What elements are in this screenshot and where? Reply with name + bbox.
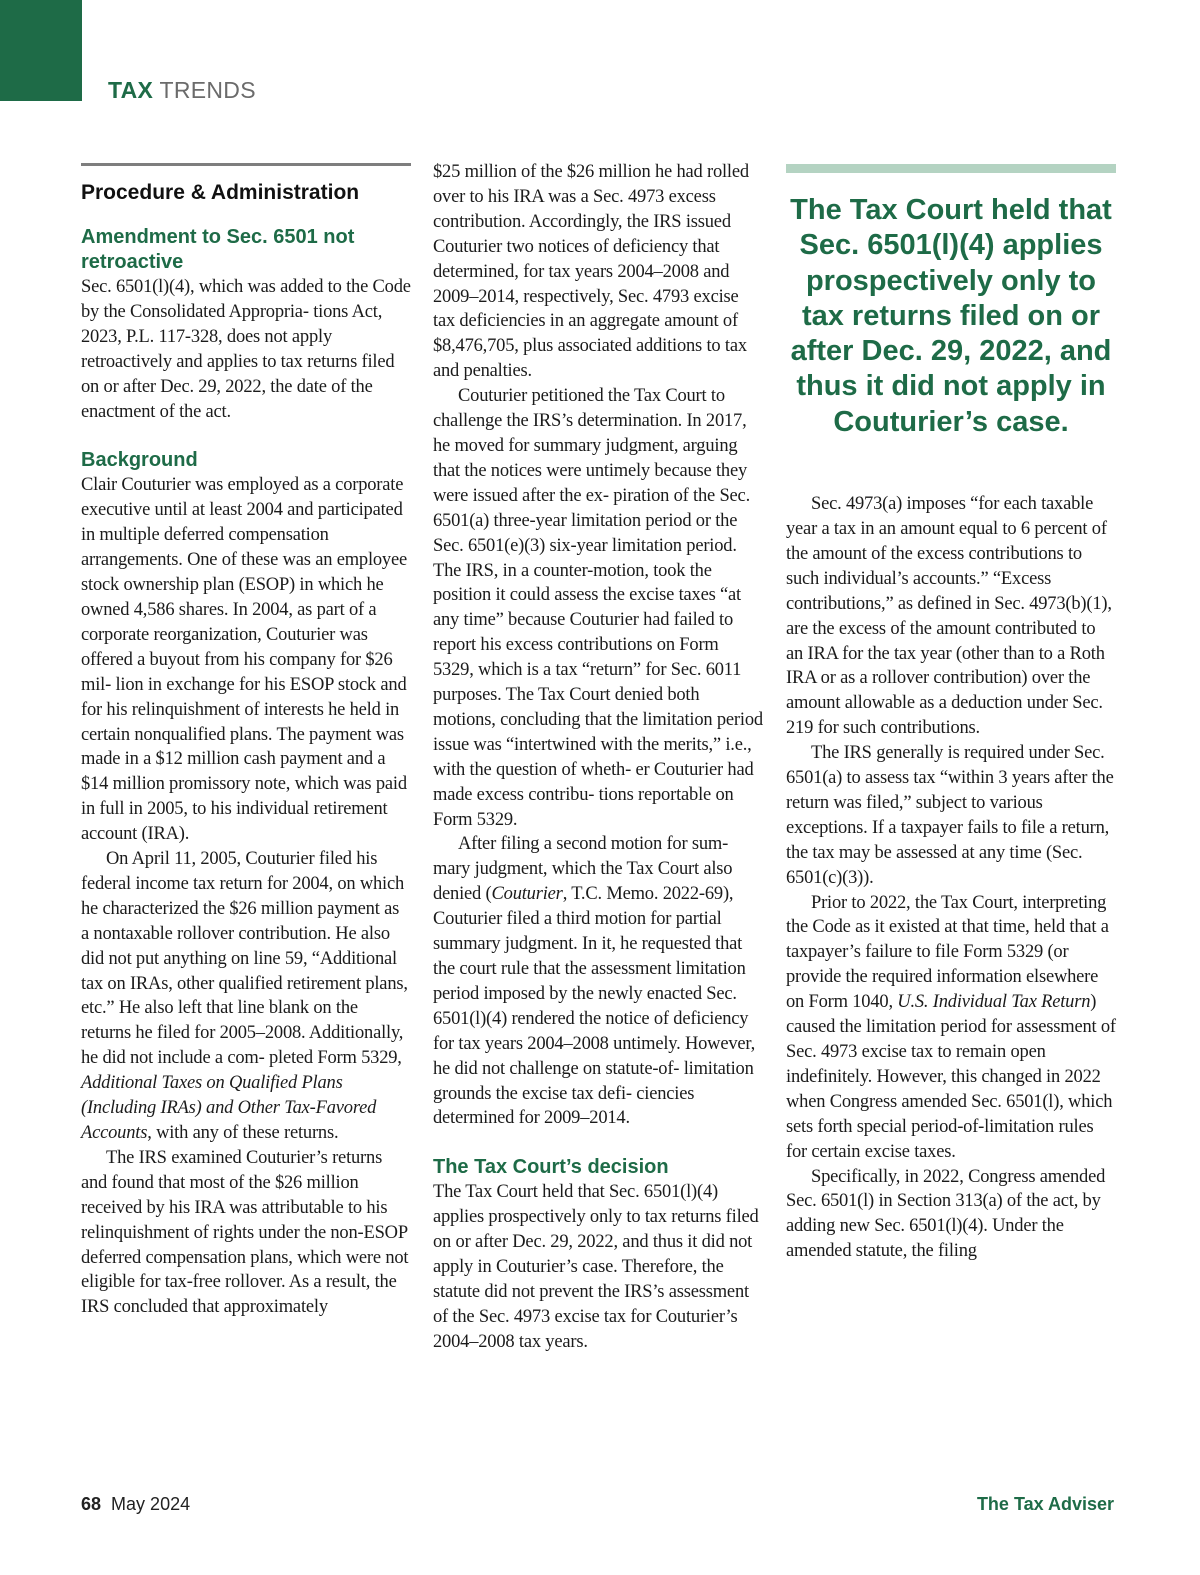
background-heading: Background	[81, 449, 198, 472]
form-title-italic: Additional Taxes on Qualified Plans (Including IRAs) and Other Tax-Favored Accounts	[81, 1073, 377, 1143]
body-paragraph: Sec. 4973(a) imposes “for each taxable year a tax in an amount equal to 6 percent of the amount of the excess contributions to such individual’s accounts.” “Excess contributions,” as defined in Sec. 4973(b)(1), are the excess of the amount contributed to an IRA for the tax year (other than to a Roth IRA or as a rollover contribution) over the amount allowable as a deduction under Sec. 219 for such contributions.	[786, 494, 1112, 739]
publication-name: The Tax Adviser	[976, 1494, 1114, 1514]
footer-page-info	[81, 1494, 190, 1515]
body-paragraph: Clair Couturier was employed as a corporate executive until at least 2004 and participated in multiple deferred compensation arrangements. One of these was an employee stock ownership plan (ESOP) in which he owned 4,586 shares. In 2004, as part of a corporate reorganization, Couturier was offered a buyout from his company for $26 mil- lion in exchange for his ESOP stock and for his relinquishment of interests he held in certain nonqualified plans. The payment was made in a $12 million cash payment and a $14 million promissory note, which was paid in full in 2005, to his individual retirement account (IRA).	[81, 475, 408, 845]
body-paragraph: After filing a second motion for sum- mary judgment, which the Tax Court also denied (Couturier, T.C. Memo. 2022-69), Couturier filed a third motion for partial summary judgment. In it, he requested that the court rule that the assessment limitation period imposed by the newly enacted Sec. 6501(l)(4) rendered the notice of deficiency for tax years 2004–2008 untimely. However, he did not challenge on statute-of- limitation grounds the excise tax defi- ciencies determined for 2009–2014.	[433, 834, 756, 1129]
body-paragraph: Specifically, in 2022, Congress amended Sec. 6501(l) in Section 313(a) of the act, by adding new Sec. 6501(l)(4). Under the amended statute, the filing	[786, 1166, 1106, 1262]
corner-accent-block	[0, 0, 82, 101]
pull-quote: The Tax Court held that Sec. 6501(l)(4) applies prospectively only to tax returns filed on or after Dec. 29, 2022, and thus it did not apply in Couturier’s case.	[790, 194, 1112, 438]
case-name-italic: Couturier	[491, 884, 563, 905]
column-divider-rule	[81, 163, 411, 166]
column-1	[81, 160, 411, 1320]
body-paragraph: The Tax Court held that Sec. 6501(l)(4) applies prospectively only to tax returns filed on or after Dec. 29, 2022, and thus it did not apply in Couturier’s case. Therefore, the statute did not prevent the IRS’s assessment of the Sec. 4973 excise tax for Couturier’s 2004–2008 tax years.	[433, 1182, 759, 1352]
column-2	[433, 160, 763, 1355]
column-3	[786, 160, 1116, 1264]
form-title-italic: U.S. Individual Tax Return	[897, 992, 1091, 1013]
section-label	[108, 77, 256, 104]
body-paragraph: $25 million of the $26 million he had rolled over to his IRA was a Sec. 4973 excess contribution. Accordingly, the IRS issued Couturier two notices of deficiency that determined, for tax years 2004–2008 and 2009–2014, respectively, Sec. 4793 excise tax deficiencies in an aggregate amount of $8,476,705, plus associated additions to tax and penalties.	[433, 162, 749, 382]
section-label-bold: TAX	[108, 77, 154, 103]
section-label-light: TRENDS	[159, 77, 256, 103]
body-paragraph: Couturier petitioned the Tax Court to challenge the IRS’s determination. In 2017, he moved for summary judgment, arguing that the notices were untimely because they were issued after the ex- piration of the Sec. 6501(a) three-year limitation period or the Sec. 6501(e)(3) six-year limitation period. The IRS, in a counter-motion, took the position it could assess the excise taxes “at any time” because Couturier had failed to report his excess contributions on Form 5329, which is a tax “return” for Sec. 6011 purposes. The Tax Court denied both motions, concluding that the limitation period issue was “intertwined with the merits,” i.e., with the question of wheth- er Couturier had made excess contribu- tions reportable on Form 5329.	[433, 386, 763, 830]
page-number: 68	[81, 1494, 102, 1514]
body-paragraph: The IRS examined Couturier’s returns and found that most of the $26 million received by his IRA was attributable to his relinquishment of rights under the non-ESOP deferred compensation plans, which were not eligible for tax-free rollover. As a result, the IRS concluded that approximately	[81, 1147, 409, 1318]
decision-heading: The Tax Court’s decision	[433, 1156, 669, 1179]
summary-paragraph: Sec. 6501(l)(4), which was added to the Code by the Consolidated Appropria- tions Act, 2023, P.L. 117-328, does not apply retroactively and applies to tax returns filed on or after Dec. 29, 2022, the date of the enactment of the act.	[81, 277, 411, 422]
article-headline: Amendment to Sec. 6501 not retroactive	[81, 226, 355, 273]
body-paragraph: The IRS generally is required under Sec. 6501(a) to assess tax “within 3 years after the return was filed,” subject to various exceptions. If a taxpayer fails to file a return, the tax may be assessed at any time (Sec. 6501(c)(3)).	[786, 743, 1114, 888]
issue-date: May 2024	[111, 1494, 191, 1514]
topic-heading: Procedure & Administration	[81, 181, 360, 204]
body-paragraph: Prior to 2022, the Tax Court, interpreting the Code as it existed at that time, held that a taxpayer’s failure to file Form 5329 (or provide the required information elsewhere on Form 1040, U.S. Individual Tax Return) caused the limitation period for assessment of Sec. 4973 excise tax to remain open indefinitely. However, this changed in 2022 when Congress amended Sec. 6501(l), which sets forth special period-of-limitation rules for certain excise taxes.	[786, 892, 1116, 1162]
pullquote-rule	[786, 164, 1116, 173]
body-paragraph: On April 11, 2005, Couturier filed his federal income tax return for 2004, on which he characterized the $26 million payment as a nontaxable rollover contribution. He also did not put anything on line 59, “Additional tax on IRAs, other qualified retirement plans, etc.” He also left that line blank on the returns he filed for 2005–2008. Additionally, he did not include a com- pleted Form 5329, Additional Taxes on Qualified Plans (Including IRAs) and Other Tax-Favored Accounts, with any of these returns.	[81, 849, 408, 1143]
